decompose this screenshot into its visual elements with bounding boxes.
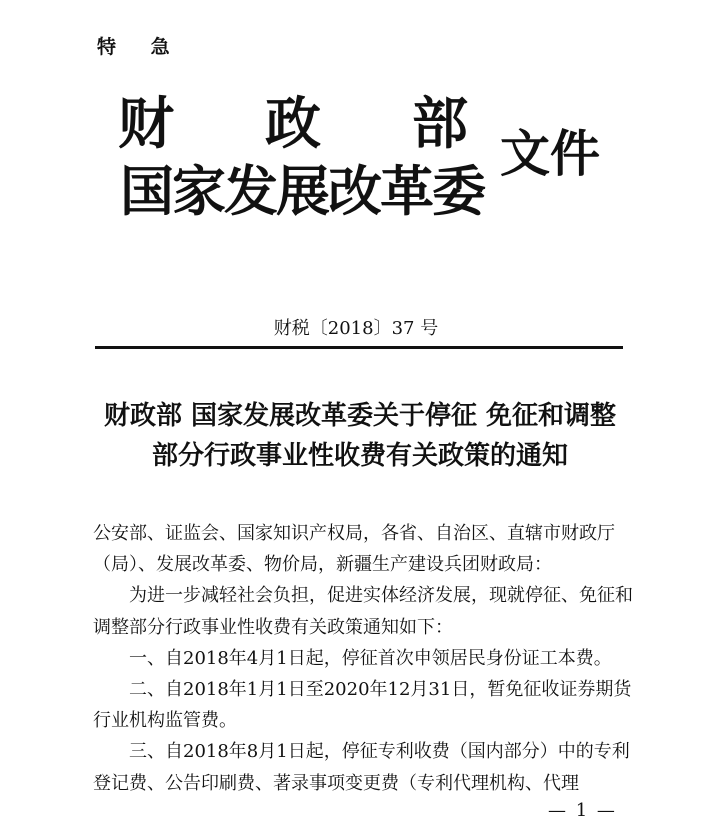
recipients-paragraph: 公安部、证监会、国家知识产权局，各省、自治区、直辖市财政厅（局）、发展改革委、物价局，新疆生产建设兵团财政局： (93, 523, 615, 576)
issuer-char: 部 (412, 91, 468, 157)
title-line: 部分行政事业性收费有关政策的通知 (151, 441, 568, 471)
issuer-char: 政 (265, 91, 321, 157)
page-number: — 1 — (548, 800, 617, 821)
issuer-char: 财 (118, 91, 174, 157)
document-body (93, 518, 633, 799)
document-number: 财税〔2018〕37 号 (273, 318, 439, 339)
issuer-ministry-of-finance (118, 92, 468, 156)
body-paragraph: 为进一步减轻社会负担，促进实体经济发展，现就停征、免征和调整部分行政事业性收费有关政策通知如下： (93, 585, 633, 638)
body-paragraph: 二、自2018年1月1日至2020年12月31日，暂免征收证券期货行业机构监管费。 (93, 679, 632, 732)
body-paragraph: 一、自2018年4月1日起，停征首次申领居民身份证工本费。 (129, 647, 612, 669)
header-divider (95, 346, 623, 349)
urgency-label: 特 急 (97, 36, 184, 58)
issuer-ndrc: 国家发展改革委 (120, 159, 484, 223)
title-line: 财政部 国家发展改革委关于停征 免征和调整 (103, 401, 617, 431)
document-title (70, 396, 650, 476)
body-paragraph: 三、自2018年8月1日起，停征专利收费（国内部分）中的专利登记费、公告印刷费、著录事项变更费（专利代理机构、代理 (93, 741, 630, 794)
document-type-label: 文件 (500, 124, 600, 183)
